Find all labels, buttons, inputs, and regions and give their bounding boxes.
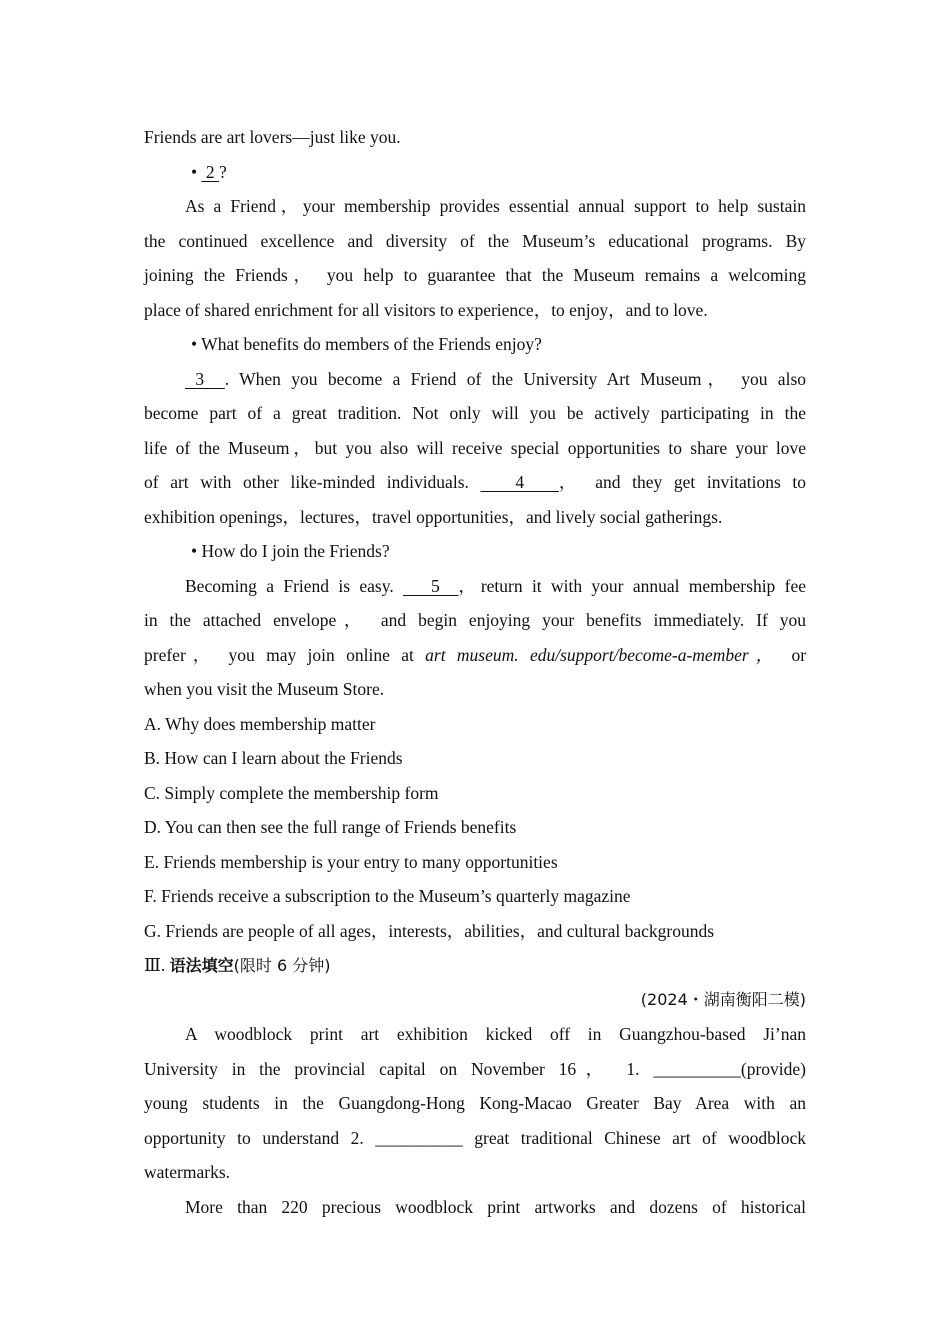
blank-5: 5 <box>403 575 459 596</box>
para-friend-line: the continued excellence and diversity of the Museum’s educational programs. By <box>144 230 806 251</box>
grammar-line: More than 220 precious woodblock print artworks and dozens of historical <box>185 1196 806 1217</box>
heading-suffix: ? <box>219 161 227 182</box>
para-text: . When you become a Friend of the University Art Museum， you also <box>224 368 806 389</box>
para-join-line <box>144 638 806 673</box>
blank-2: 2 <box>201 161 220 182</box>
option-b: B. How can I learn about the Friends <box>144 748 403 768</box>
option-c: C. Simply complete the membership form <box>144 782 439 803</box>
grammar-line <box>144 1052 806 1087</box>
option-f: F. Friends receive a subscription to the Museum’s quarterly magazine <box>144 886 631 906</box>
para-benefits-line: exhibition openings，lectures，travel opportunities，and lively social gatherings. <box>144 506 723 527</box>
para-text: (provide) <box>740 1058 806 1079</box>
para-text: prefer， you may join online at <box>144 644 426 665</box>
document-page <box>144 120 806 1224</box>
para-benefits-line: life of the Museum，but you also will receive special opportunities to share your love <box>144 437 806 458</box>
para-friend-line: place of shared enrichment for all visitors to experience，to enjoy，and to love. <box>144 299 708 320</box>
grammar-line: watermarks. <box>144 1162 231 1182</box>
para-join-line <box>144 569 806 604</box>
para-friend-line: As a Friend，your membership provides essential annual support to help sustain <box>185 196 806 216</box>
para-text: ，return it with your annual membership fee <box>458 575 806 596</box>
para-text: University in the provincial capital on November 16， 1. <box>144 1058 654 1079</box>
para-benefits-line <box>144 465 806 500</box>
grammar-blank-2: __________ <box>375 1127 463 1148</box>
option-a: A. Why does membership matter <box>144 713 376 734</box>
section-title: 语法填空 <box>169 956 234 975</box>
para-benefits-line <box>144 362 806 397</box>
blank-4: 4 <box>480 472 559 492</box>
para-join-line: in the attached envelope， and begin enjoying your benefits immediately. If you <box>144 610 806 630</box>
bullet-icon: • <box>191 161 198 182</box>
membership-url: art museum. edu/support/become-a-member， <box>425 644 781 665</box>
grammar-line: A woodblock print art exhibition kicked off in Guangzhou-based Ji’nan <box>185 1024 806 1044</box>
intro-line: Friends are art lovers—just like you. <box>144 127 401 147</box>
para-benefits-line: become part of a great tradition. Not only will you be actively participating in the <box>144 403 806 423</box>
section-subtitle: (限时 6 分钟) <box>233 956 331 975</box>
section-heading <box>144 948 806 983</box>
para-text: or <box>791 644 807 665</box>
para-text: great traditional Chinese art of woodblock <box>462 1127 806 1148</box>
heading-join: • How do I join the Friends? <box>191 541 390 561</box>
section-number: Ⅲ. <box>144 955 166 975</box>
source-label: (2024・湖南衡阳二模) <box>640 989 806 1009</box>
para-text: ， and they get invitations to <box>558 472 806 492</box>
grammar-line: young students in the Guangdong-Hong Kong-Macao Greater Bay Area with an <box>144 1093 806 1113</box>
option-g: G. Friends are people of all ages，interests，abilities，and cultural backgrounds <box>144 920 715 941</box>
option-e: E. Friends membership is your entry to many opportunities <box>144 851 558 872</box>
para-join-line: when you visit the Museum Store. <box>144 679 385 699</box>
para-text: of art with other like-minded individuals. <box>144 472 481 492</box>
para-text: Becoming a Friend is easy. <box>185 575 404 596</box>
heading-question-2 <box>144 155 806 190</box>
para-friend-line: joining the Friends， you help to guarantee that the Museum remains a welcoming <box>144 265 806 285</box>
option-d: D. You can then see the full range of Friends benefits <box>144 817 517 837</box>
grammar-line <box>144 1121 806 1156</box>
grammar-blank-1: __________ <box>653 1058 741 1079</box>
heading-benefits: • What benefits do members of the Friends enjoy? <box>191 334 542 354</box>
para-text: opportunity to understand 2. <box>144 1127 376 1148</box>
blank-3: 3 <box>185 368 225 389</box>
